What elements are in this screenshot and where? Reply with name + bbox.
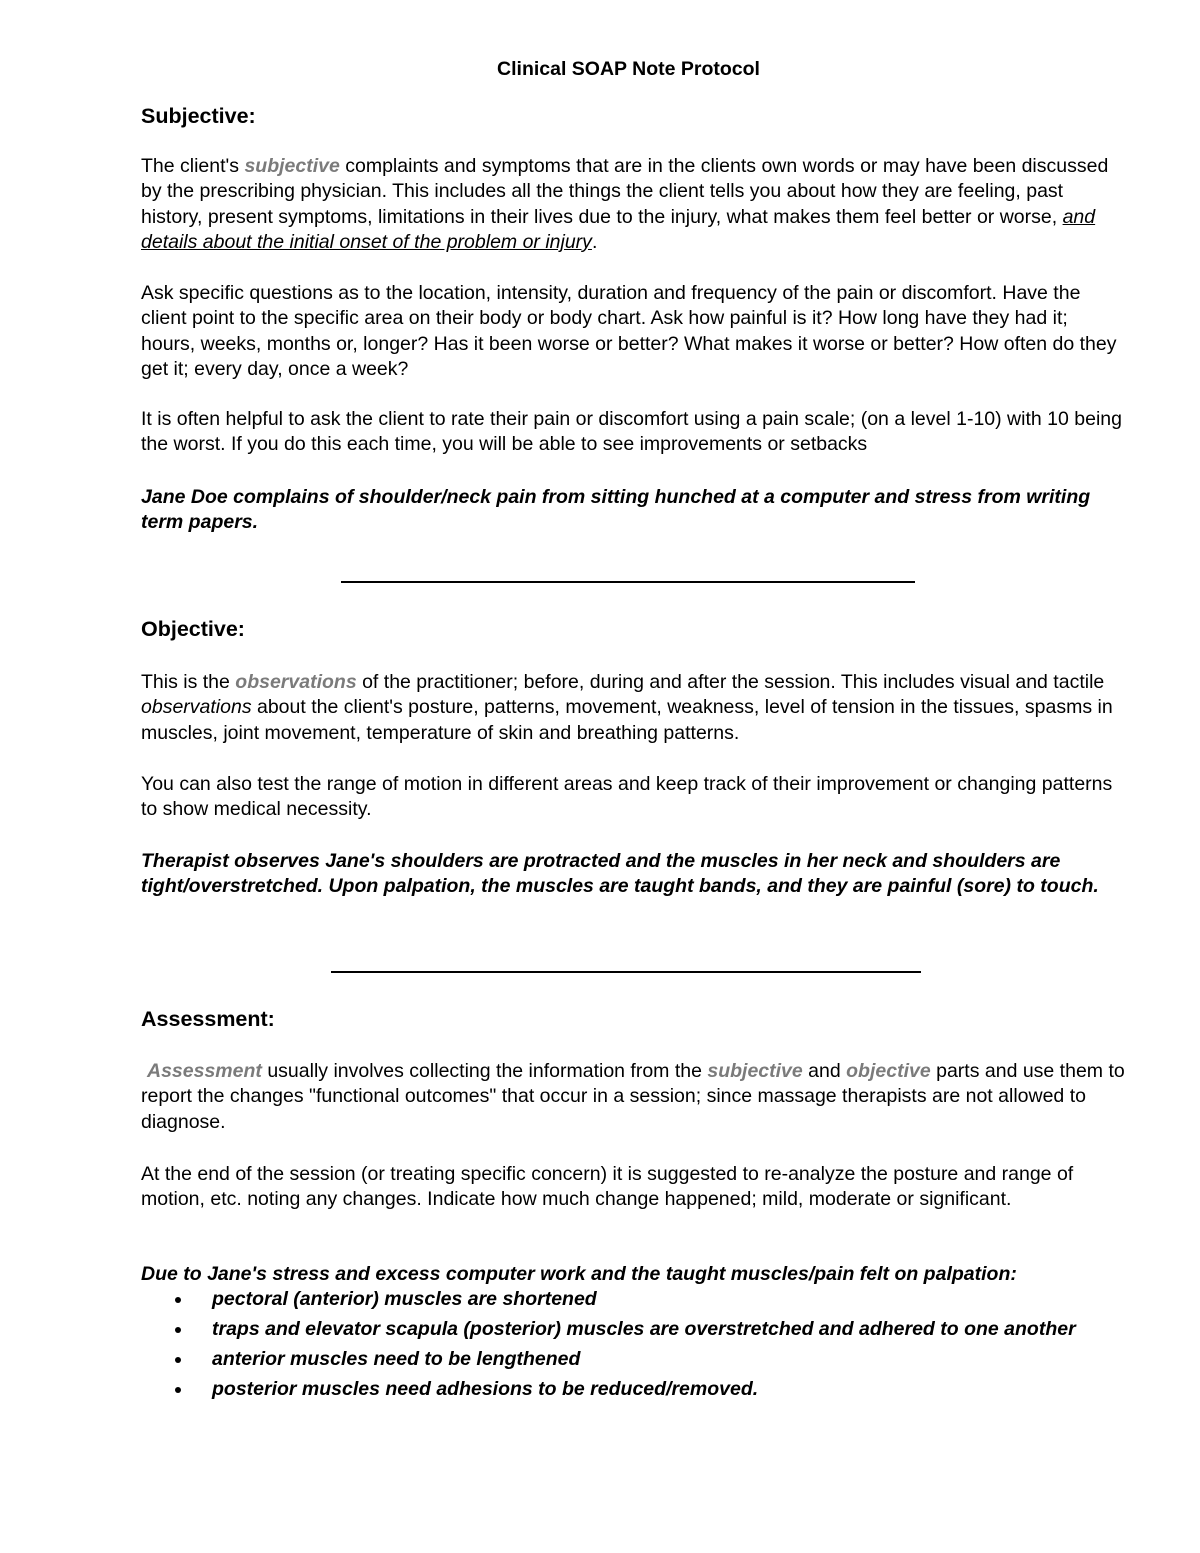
subjective-example: Jane Doe complains of shoulder/neck pain from sitting hunched at a computer and stress from writing term papers. (141, 486, 1091, 534)
list-item (141, 1316, 1126, 1344)
text-run: and (802, 1060, 847, 1082)
keyword-observations: observations (235, 671, 357, 693)
text-run: usually involves collecting the information from the (261, 1060, 708, 1082)
list-item (141, 1346, 1126, 1374)
list-item (141, 1286, 1126, 1314)
text-run: about the client's posture, patterns, movement, weakness, level of tension in the tissues, spasms in muscles, joint movement, temperature of skin and breathing patterns. (141, 696, 1113, 744)
subjective-heading: Subjective: (141, 104, 256, 128)
objective-paragraph-1 (141, 670, 1126, 746)
list-item-text: traps and elevator scapula (posterior) muscles are overstretched and adhered to one another (212, 1318, 1076, 1340)
text-run: This is the (141, 671, 236, 693)
objective-paragraph-2: You can also test the range of motion in different areas and keep track of their improvement or changing patterns to show medical necessity. (141, 773, 1113, 821)
keyword-subjective: subjective (707, 1060, 803, 1082)
text-run: The client's (141, 155, 245, 177)
objective-heading: Objective: (141, 617, 245, 641)
subjective-paragraph-2: Ask specific questions as to the location, intensity, duration and frequency of the pain or discomfort. Have the client point to the specific area on their body or body chart. Ask how painful is it? How long have they had it; hours, weeks, months or, longer? Has it been worse or better? What makes it worse or better? How often do they get it; every day, once a week? (141, 282, 1117, 380)
section-divider-1 (341, 581, 915, 583)
document-title: Clinical SOAP Note Protocol (497, 58, 760, 80)
bullet-icon (175, 1387, 181, 1393)
assessment-bullet-list (141, 1286, 1126, 1406)
assessment-paragraph-1 (141, 1059, 1126, 1135)
keyword-assessment: Assessment (147, 1060, 262, 1082)
objective-example: Therapist observes Jane's shoulders are protracted and the muscles in her neck and shoulders are tight/overstretched. Upon palpation, the muscles are taught bands, and they are painful (sore) to touch. (141, 850, 1099, 898)
section-divider-2 (331, 971, 921, 973)
list-item-text: posterior muscles need adhesions to be reduced/removed. (212, 1378, 759, 1400)
assessment-paragraph-2: At the end of the session (or treating specific concern) it is suggested to re-analyze the posture and range of motion, etc. noting any changes. Indicate how much change happened; mild, moderate or significant. (141, 1163, 1074, 1211)
list-item (141, 1376, 1126, 1404)
assessment-heading: Assessment: (141, 1007, 275, 1031)
list-item-text: pectoral (anterior) muscles are shortened (212, 1288, 597, 1310)
italic-observations: observations (141, 696, 252, 719)
bullet-icon (175, 1327, 181, 1333)
text-run: complaints and symptoms that are in the clients own words or may have been discussed by the prescribing physician. This includes all the things the client tells you about how they are feeling, past history, present symptoms, limitations in their lives due to the injury, what makes them feel better or worse, (141, 155, 1109, 228)
assessment-example-intro: Due to Jane's stress and excess computer work and the taught muscles/pain felt on palpation: (141, 1263, 1017, 1285)
bullet-icon (175, 1357, 181, 1363)
underlined-onset-text: and details about the initial onset of the problem or injury (141, 205, 1096, 253)
keyword-subjective: subjective (244, 155, 340, 177)
text-run: of the practitioner; before, during and after the session. This includes visual and tactile (356, 671, 1105, 693)
subjective-paragraph-1 (141, 154, 1126, 255)
bullet-icon (175, 1297, 181, 1303)
keyword-objective: objective (846, 1060, 931, 1082)
text-run: . (591, 230, 598, 253)
subjective-paragraph-3: It is often helpful to ask the client to rate their pain or discomfort using a pain scale; (on a level 1-10) with 10 being the worst. If you do this each time, you will be able to see improvements or setbacks (141, 408, 1122, 456)
text-run: parts and use them to report the changes "functional outcomes" that occur in a session; since massage therapists are not allowed to diagnose. (141, 1060, 1125, 1133)
list-item-text: anterior muscles need to be lengthened (212, 1348, 581, 1370)
